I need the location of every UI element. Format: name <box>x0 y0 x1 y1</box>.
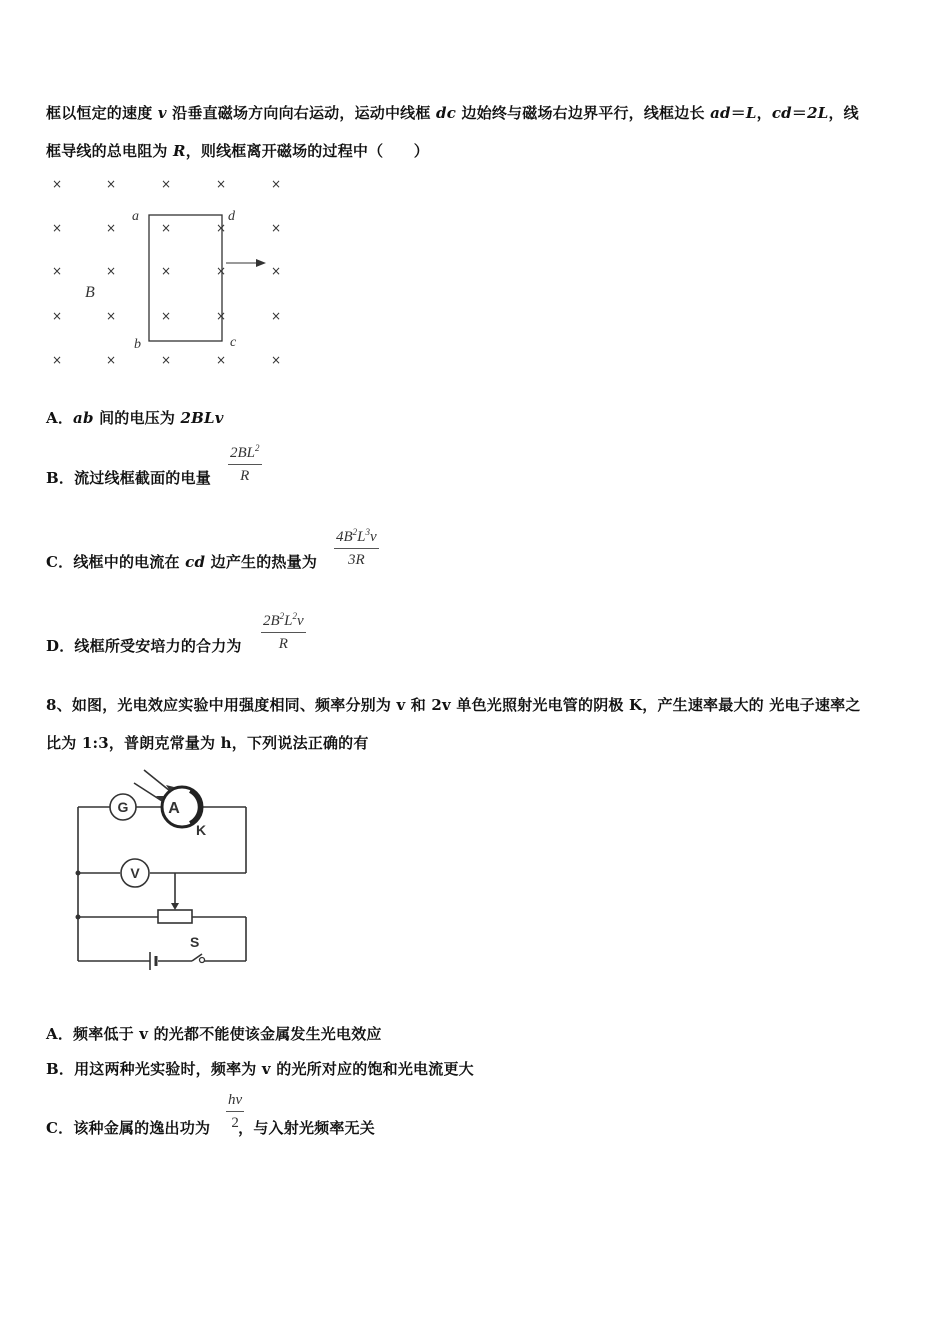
voltmeter-label: V <box>130 865 140 881</box>
rheostat <box>158 910 192 923</box>
q7-option-a: A．ab 间的电压为 2BLv <box>46 409 224 427</box>
field-cross: × <box>270 221 282 235</box>
wire-loop <box>149 215 222 341</box>
q8-option-c: C．该种金属的逸出功为 ，与入射光频率无关 <box>46 1119 375 1137</box>
q7-option-c-fraction: $4B^2L^3v$ 3R <box>336 527 377 568</box>
q7-option-c: C．线框中的电流在 cd 边产生的热量为 <box>46 553 318 571</box>
field-cross: × <box>105 353 117 367</box>
field-cross: × <box>160 309 172 323</box>
label-a: a <box>132 209 139 224</box>
field-cross: × <box>160 353 172 367</box>
field-cross: × <box>51 353 63 367</box>
cathode-label: K <box>196 822 207 838</box>
field-cross: × <box>270 309 282 323</box>
galvanometer-label: G <box>117 799 129 815</box>
field-cross: × <box>215 264 227 278</box>
q7-option-d: D．线框所受安培力的合力为 <box>46 637 242 655</box>
field-cross: × <box>51 309 63 323</box>
q7-option-b-fraction: $2BL^2$ R <box>230 443 260 484</box>
field-cross: × <box>160 177 172 191</box>
q8-line-1: 8、如图，光电效应实验中用强度相同、频率分别为 v 和 2v 单色光照射光电管的阴极 K，产生速率最大的 光电子速率之 <box>46 696 861 714</box>
field-cross: × <box>160 264 172 278</box>
field-cross: × <box>51 264 63 278</box>
field-cross: × <box>105 264 117 278</box>
field-cross: × <box>270 177 282 191</box>
field-cross: × <box>215 177 227 191</box>
label-d: d <box>228 209 235 224</box>
q7-line-1: 框以恒定的速度 v 沿垂直磁场方向向右运动，运动中线框 dc 边始终与磁场右边界平行，线框边长 ad＝L，cd＝2L，线 <box>46 104 859 122</box>
field-cross: × <box>215 353 227 367</box>
anode-label: A <box>168 800 180 817</box>
field-crosses <box>52 177 281 367</box>
field-cross: × <box>105 309 117 323</box>
q7-figure <box>40 170 300 370</box>
q7-option-b: B．流过线框截面的电量 <box>46 469 211 487</box>
field-cross: × <box>215 221 227 235</box>
field-cross: × <box>215 309 227 323</box>
q8-option-c-fraction: hv 2 <box>228 1092 243 1131</box>
field-cross: × <box>105 177 117 191</box>
q8-line-2: 比为 1:3，普朗克常量为 h，下列说法正确的有 <box>46 734 369 752</box>
field-cross: × <box>270 353 282 367</box>
label-c: c <box>230 335 237 350</box>
label-b: b <box>134 337 141 352</box>
field-cross: × <box>105 221 117 235</box>
q8-option-b: B．用这两种光实验时，频率为 v 的光所对应的饱和光电流更大 <box>46 1060 474 1078</box>
label-B: B <box>85 284 95 301</box>
field-cross: × <box>270 264 282 278</box>
velocity-arrowhead <box>256 259 266 267</box>
field-cross: × <box>160 221 172 235</box>
q8-circuit <box>70 765 260 975</box>
q7-option-d-fraction: $2B^2L^2v$ R <box>263 611 304 652</box>
switch-label: S <box>190 934 200 950</box>
slider-arrow <box>171 903 179 910</box>
field-cross: × <box>51 221 63 235</box>
q7-line-2: 框导线的总电阻为 R，则线框离开磁场的过程中（ ） <box>46 142 429 160</box>
field-cross: × <box>51 177 63 191</box>
q8-option-a: A．频率低于 v 的光都不能使该金属发生光电效应 <box>46 1025 382 1043</box>
